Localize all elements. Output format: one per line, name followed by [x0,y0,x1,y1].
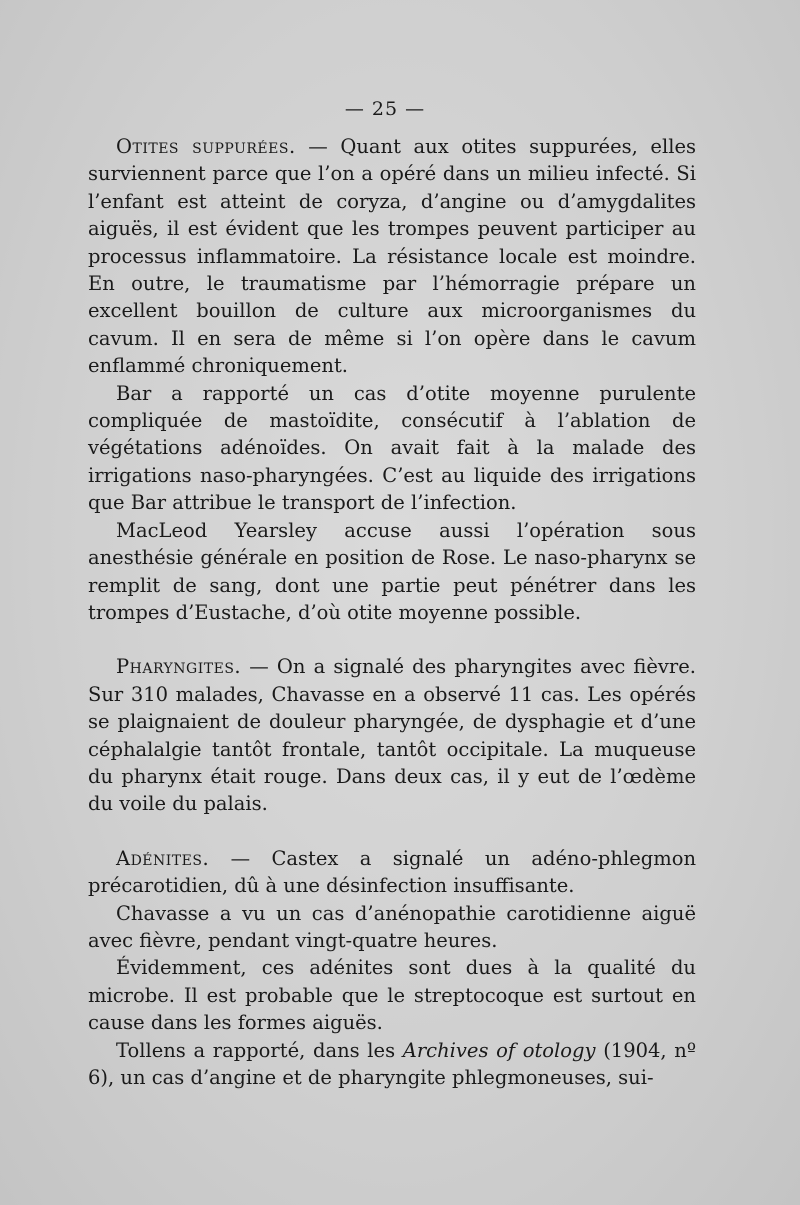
paragraph [88,653,696,817]
paragraph [88,845,696,900]
paragraph [88,133,696,380]
paragraph-text: — On a signalé des pharyngites avec fièvre. Sur 310 malades, Chavasse en a observé 11 cas. Les opérés se plaignaient de douleur pharyngée, de dysphagie et d’une céphalalgie tantôt frontale, tantôt occipitale. La muqueuse du pharynx était rouge. Dans deux cas, il y eut de l’œdème du voile du palais. [88,655,696,816]
paragraph [88,1037,696,1092]
body-text [88,133,696,1091]
paragraph-text: Tollens a rapporté, dans les [116,1038,396,1062]
paragraph: MacLeod Yearsley accuse aussi l’opération sous anesthésie générale en position de Rose. Le naso-pharynx se remplit de sang, dont une partie peut pénétrer dans les trompes d’Eustache, d’où otite moyenne possible. [88,518,696,624]
journal-title: Archives of otology [402,1038,596,1062]
section-pharyngites [88,653,696,817]
page-number: — 25 — [344,98,426,120]
paragraph-text: — Castex a signalé un adéno-phlegmon précarotidien, dû à une désinfection insuffisante. [88,846,697,898]
paragraph: Évidemment, ces adénites sont dues à la qualité du microbe. Il est probable que le streptocoque est surtout en cause dans les formes aiguës. [88,956,696,1035]
paragraph-text: — Quant aux otites suppurées, elles surviennent parce que l’on a opéré dans un milieu infecté. Si l’enfant est atteint de coryza, d’angine ou d’amygdalites aiguës, il est évident que les trompes peuvent participer au processus inflammatoire. La résistance locale est moindre. En outre, le traumatisme par l’hémorragie prépare un excellent bouillon de culture aux microorganismes du cavum. Il en sera de même si l’on opère dans le cavum enflammé chroniquement. [88,135,696,378]
section-otites [88,133,696,626]
section-heading: Otites suppurées. [116,135,296,158]
section-heading: Adénites. [116,846,210,870]
section-adenites [88,845,696,1092]
paragraph: Chavasse a vu un cas d’anénopathie carotidienne aiguë avec fièvre, pendant vingt-quatre heures. [88,901,696,952]
paragraph-text: (1904, nº 6), un cas d’angine et de pharyngite phlegmoneuses, sui- [88,1038,697,1089]
section-heading: Pharyngites. [116,655,242,679]
paragraph: Bar a rapporté un cas d’otite moyenne purulente compliquée de mastoïdite, consécutif à l’ablation de végétations adénoïdes. On avait fait à la malade des irrigations naso-pharyngées. C’est au liquide des irrigations que Bar attribue le transport de l’infection. [88,381,696,515]
